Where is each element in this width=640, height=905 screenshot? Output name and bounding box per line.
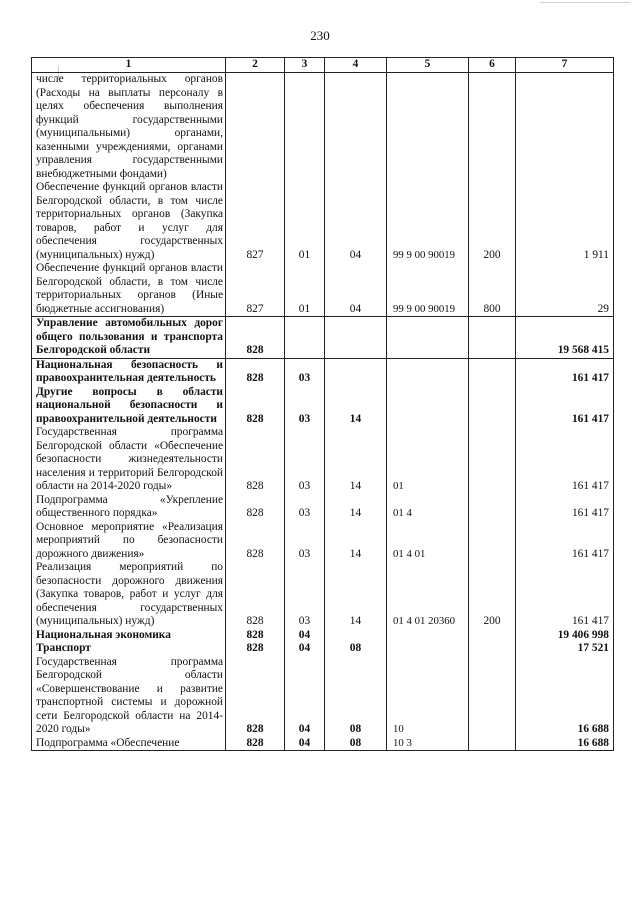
cell-target-article	[387, 358, 469, 386]
column-header: 5	[387, 58, 469, 73]
row-name: Государственная программа Белгородской области «Обеспечение безопасности жизнедеятельности населения и территорий Белгородской области на 2014-2020 годы»	[32, 426, 226, 494]
cell-expense-type	[469, 521, 516, 562]
cell-expense-type	[469, 386, 516, 427]
cell-amount: 161 417	[516, 561, 614, 629]
cell-admin-code: 828	[226, 494, 285, 521]
cell-amount	[516, 73, 614, 182]
cell-admin-code: 827	[226, 181, 285, 262]
column-header: 1	[32, 58, 226, 73]
cell-admin-code: 828	[226, 386, 285, 427]
row-name: Реализация мероприятий по безопасности дорожного движения (Закупка товаров, работ и услуг для обеспечения государственных (муниципальных) нужд)	[32, 561, 226, 629]
cell-amount: 29	[516, 262, 614, 317]
cell-section: 01	[285, 181, 325, 262]
cell-section: 03	[285, 521, 325, 562]
row-name: Национальная безопасность и правоохранительная деятельность	[32, 358, 226, 386]
row-name: Национальная экономика	[32, 629, 226, 643]
cell-section: 03	[285, 561, 325, 629]
cell-subsection: 14	[325, 386, 387, 427]
cell-section: 04	[285, 629, 325, 643]
budget-table	[31, 57, 614, 751]
cell-section: 04	[285, 656, 325, 737]
cell-admin-code: 828	[226, 642, 285, 656]
column-header: 7	[516, 58, 614, 73]
cell-target-article: 10	[387, 656, 469, 737]
cell-target-article: 99 9 00 90019	[387, 181, 469, 262]
cell-section	[285, 317, 325, 359]
table-row	[32, 358, 614, 386]
cell-subsection	[325, 317, 387, 359]
cell-amount: 161 417	[516, 494, 614, 521]
row-name: Другие вопросы в области национальной безопасности и правоохранительной деятельности	[32, 386, 226, 427]
cell-expense-type	[469, 629, 516, 643]
cell-subsection	[325, 358, 387, 386]
row-name: Транспорт	[32, 642, 226, 656]
cell-expense-type	[469, 73, 516, 182]
cell-target-article: 01	[387, 426, 469, 494]
cell-admin-code: 828	[226, 656, 285, 737]
cell-admin-code	[226, 73, 285, 182]
row-name: Подпрограмма «Укрепление общественного порядка»	[32, 494, 226, 521]
cell-admin-code: 828	[226, 317, 285, 359]
cell-section: 03	[285, 386, 325, 427]
cell-amount: 161 417	[516, 386, 614, 427]
cell-section: 03	[285, 426, 325, 494]
cell-target-article	[387, 73, 469, 182]
cell-amount: 161 417	[516, 521, 614, 562]
row-name: Обеспечение функций органов власти Белгородской области, в том числе территориальных органов (Закупка товаров, работ и услуг для обеспечения государственных (муниципальных) нужд)	[32, 181, 226, 262]
cell-subsection: 08	[325, 656, 387, 737]
cell-subsection	[325, 629, 387, 643]
cell-expense-type	[469, 737, 516, 751]
row-name: Управление автомобильных дорог общего пользования и транспорта Белгородской области	[32, 317, 226, 359]
row-name: Подпрограмма «Обеспечение	[32, 737, 226, 751]
column-header: 3	[285, 58, 325, 73]
table-row	[32, 426, 614, 494]
cell-amount: 19 406 998	[516, 629, 614, 643]
table-row	[32, 737, 614, 751]
table-row	[32, 642, 614, 656]
cell-expense-type	[469, 317, 516, 359]
cell-target-article: 10 3	[387, 737, 469, 751]
table-row	[32, 494, 614, 521]
table-row	[32, 181, 614, 262]
cell-subsection: 04	[325, 181, 387, 262]
cell-subsection	[325, 73, 387, 182]
cell-amount: 161 417	[516, 426, 614, 494]
cell-target-article	[387, 642, 469, 656]
table-row	[32, 629, 614, 643]
cell-target-article	[387, 386, 469, 427]
cell-expense-type: 800	[469, 262, 516, 317]
cell-expense-type: 200	[469, 561, 516, 629]
cell-admin-code: 828	[226, 521, 285, 562]
cell-amount: 16 688	[516, 737, 614, 751]
column-header: 6	[469, 58, 516, 73]
cell-section	[285, 73, 325, 182]
table-header-row	[32, 58, 614, 73]
cell-amount: 1 911	[516, 181, 614, 262]
cell-section: 04	[285, 642, 325, 656]
cell-expense-type	[469, 494, 516, 521]
table-row	[32, 262, 614, 317]
scan-tick-mark	[540, 2, 630, 3]
cell-expense-type	[469, 642, 516, 656]
cell-subsection: 14	[325, 426, 387, 494]
table-row	[32, 656, 614, 737]
cell-section: 04	[285, 737, 325, 751]
row-name: Государственная программа Белгородской области «Совершенствование и развитие транспортной системы и дорожной сети Белгородской области на 2014-2020 годы»	[32, 656, 226, 737]
cell-amount: 16 688	[516, 656, 614, 737]
table-row	[32, 561, 614, 629]
cell-target-article: 01 4 01 20360	[387, 561, 469, 629]
cell-target-article: 01 4 01	[387, 521, 469, 562]
table-row	[32, 386, 614, 427]
row-name: Основное мероприятие «Реализация мероприятий по безопасности дорожного движения»	[32, 521, 226, 562]
column-header: 2	[226, 58, 285, 73]
cell-target-article: 99 9 00 90019	[387, 262, 469, 317]
cell-target-article	[387, 317, 469, 359]
cell-subsection: 08	[325, 642, 387, 656]
cell-subsection: 04	[325, 262, 387, 317]
cell-target-article	[387, 629, 469, 643]
cell-section: 01	[285, 262, 325, 317]
cell-amount: 161 417	[516, 358, 614, 386]
row-name: Обеспечение функций органов власти Белгородской области, в том числе территориальных органов (Иные бюджетные ассигнования)	[32, 262, 226, 317]
table-row	[32, 521, 614, 562]
cell-subsection: 14	[325, 521, 387, 562]
page-number: 230	[310, 28, 330, 43]
cell-subsection: 14	[325, 561, 387, 629]
table-row	[32, 317, 614, 359]
cell-admin-code: 828	[226, 358, 285, 386]
table-row	[32, 73, 614, 182]
cell-admin-code: 828	[226, 629, 285, 643]
cell-expense-type	[469, 358, 516, 386]
column-header: 4	[325, 58, 387, 73]
cell-amount: 19 568 415	[516, 317, 614, 359]
cell-target-article: 01 4	[387, 494, 469, 521]
cell-admin-code: 827	[226, 262, 285, 317]
cell-admin-code: 828	[226, 561, 285, 629]
cell-expense-type	[469, 656, 516, 737]
cell-expense-type	[469, 426, 516, 494]
cell-amount: 17 521	[516, 642, 614, 656]
cell-admin-code: 828	[226, 426, 285, 494]
cell-section: 03	[285, 358, 325, 386]
cell-expense-type: 200	[469, 181, 516, 262]
row-name: числе территориальных органов (Расходы на выплаты персоналу в целях обеспечения выполнения функций государственными (муниципальными) органами, казенными учреждениями, органами управления государственными внебюджетными фондами)	[32, 73, 226, 182]
cell-admin-code: 828	[226, 737, 285, 751]
cell-subsection: 08	[325, 737, 387, 751]
cell-subsection: 14	[325, 494, 387, 521]
cell-section: 03	[285, 494, 325, 521]
